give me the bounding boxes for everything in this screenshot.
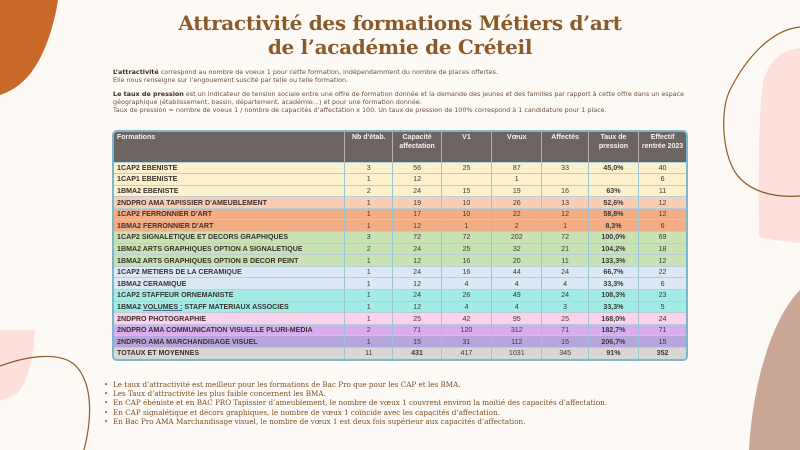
row-taux: 58,8% [588, 208, 638, 220]
row-v1: 4 [441, 278, 491, 290]
row-voeux: 2 [492, 220, 542, 232]
row-affectes: 16 [542, 185, 588, 197]
row-nb-etab: 1 [345, 255, 393, 267]
table-row [114, 232, 686, 244]
row-voeux: 87 [492, 162, 542, 174]
row-voeux: 44 [492, 266, 542, 278]
row-taux: 100,0% [588, 232, 638, 244]
row-taux: 8,3% [588, 220, 638, 232]
row-capacite: 12 [393, 174, 441, 186]
table-row [114, 197, 686, 209]
attractivite-term: L’attractivité [113, 68, 159, 76]
row-formation-name: 1CAP2 SIGNALETIQUE ET DECORS GRAPHIQUES [114, 232, 345, 244]
row-effectif: 71 [639, 324, 686, 336]
row-affectes: 25 [542, 313, 588, 325]
attractivite-text-line2: Elle nous renseigne sur l’engouement suscité par telle ou telle formation. [113, 76, 349, 85]
row-nb-etab: 1 [345, 313, 393, 325]
row-v1: 4 [441, 301, 491, 313]
row-voeux: 32 [492, 243, 542, 255]
total-capacite: 431 [393, 348, 441, 359]
table-row [114, 266, 686, 278]
row-effectif: 40 [639, 162, 686, 174]
row-capacite: 12 [393, 255, 441, 267]
pink-blob-top-right-shape [759, 48, 800, 243]
formations-table-container [112, 130, 688, 361]
row-effectif: 6 [639, 278, 686, 290]
row-taux: 104,2% [588, 243, 638, 255]
row-formation-name: 2NDPRO PHOTOGRAPHIE [114, 313, 345, 325]
attractivite-definition [113, 68, 713, 85]
row-formation-name: 1CAP2 FERRONNIER D'ART [114, 208, 345, 220]
row-effectif: 6 [639, 174, 686, 186]
row-voeux: 19 [492, 185, 542, 197]
row-voeux: 312 [492, 324, 542, 336]
row-v1: 15 [441, 185, 491, 197]
row-nb-etab: 1 [345, 301, 393, 313]
intro-text [113, 68, 713, 119]
table-row [114, 336, 686, 348]
name-part: 1BMA2 [117, 302, 144, 311]
row-affectes: 3 [542, 301, 588, 313]
total-label: TOTAUX ET MOYENNES [114, 348, 345, 359]
row-voeux: 26 [492, 197, 542, 209]
note-item: • En CAP signalétique et décors graphiques, le nombre de vœux 1 coïncide avec les capacités d’affectation. [103, 408, 743, 417]
row-capacite: 15 [393, 336, 441, 348]
table-row [114, 174, 686, 186]
table-body [114, 162, 686, 348]
row-capacite: 17 [393, 208, 441, 220]
row-taux: 45,0% [588, 162, 638, 174]
row-formation-name [114, 301, 345, 313]
row-voeux: 95 [492, 313, 542, 325]
row-capacite: 12 [393, 301, 441, 313]
row-formation-name: 1BMA2 ARTS GRAPHIQUES OPTION B DECOR PEINT [114, 255, 345, 267]
table-header-row [114, 132, 686, 162]
row-formation-name: 2NDPRO AMA TAPISSIER D'AMEUBLEMENT [114, 197, 345, 209]
pression-formula: Taux de pression = nombre de voeux 1 / nombre de capacités d’affectation x 100. Un taux de pression de 100% correspond à 1 candidature pour 1 place. [113, 106, 607, 115]
row-formation-name: 1CAP2 STAFFEUR ORNEMANISTE [114, 290, 345, 302]
row-v1: 26 [441, 290, 491, 302]
note-item: • En Bac Pro AMA Marchandisage visuel, le nombre de vœux 1 est deux fois supérieur aux capacités d’affectation. [103, 417, 743, 426]
row-affectes: 24 [542, 290, 588, 302]
row-affectes: 12 [542, 208, 588, 220]
row-nb-etab: 1 [345, 336, 393, 348]
title-line-2: de l’académie de Créteil [267, 35, 533, 59]
row-formation-name: 1BMA2 FERRONNIER D'ART [114, 220, 345, 232]
row-effectif: 23 [639, 290, 686, 302]
table-row [114, 313, 686, 325]
row-nb-etab: 2 [345, 324, 393, 336]
row-capacite: 56 [393, 162, 441, 174]
row-v1: 42 [441, 313, 491, 325]
row-affectes: 24 [542, 266, 588, 278]
row-v1: 10 [441, 208, 491, 220]
row-taux [588, 174, 638, 186]
row-taux: 182,7% [588, 324, 638, 336]
row-capacite: 24 [393, 290, 441, 302]
table-row [114, 185, 686, 197]
row-v1: 16 [441, 266, 491, 278]
table-row [114, 278, 686, 290]
row-effectif: 69 [639, 232, 686, 244]
row-effectif: 12 [639, 197, 686, 209]
header-v1: V1 [441, 132, 491, 162]
row-capacite: 12 [393, 220, 441, 232]
row-voeux: 22 [492, 208, 542, 220]
row-formation-name: 1BMA2 CERAMIQUE [114, 278, 345, 290]
row-formation-name: 1CAP1 EBENISTE [114, 174, 345, 186]
note-item: • Le taux d’attractivité est meilleur pour les formations de Bac Pro que pour les CAP et les BMA. [103, 380, 743, 389]
row-effectif: 6 [639, 220, 686, 232]
row-capacite: 71 [393, 324, 441, 336]
attractivite-text: correspond au nombre de voeux 1 pour cette formation, indépendamment du nombre de places offertes. [158, 68, 498, 76]
header-capacite: Capacité affectation [393, 132, 441, 162]
row-effectif: 11 [639, 185, 686, 197]
row-effectif: 22 [639, 266, 686, 278]
page-title [0, 11, 800, 59]
row-v1: 72 [441, 232, 491, 244]
table-row [114, 220, 686, 232]
row-voeux: 4 [492, 301, 542, 313]
row-affectes: 33 [542, 162, 588, 174]
table-row [114, 324, 686, 336]
row-taux: 52,6% [588, 197, 638, 209]
row-capacite: 72 [393, 232, 441, 244]
row-voeux: 20 [492, 255, 542, 267]
row-nb-etab: 1 [345, 208, 393, 220]
row-taux: 66,7% [588, 266, 638, 278]
row-nb-etab: 1 [345, 197, 393, 209]
row-affectes: 21 [542, 243, 588, 255]
header-voeux: Vœux [492, 132, 542, 162]
row-formation-name: 2NDPRO AMA MARCHANDISAGE VISUEL [114, 336, 345, 348]
row-v1: 10 [441, 197, 491, 209]
note-item: • En CAP ébéniste et en BAC PRO Tapissier d’ameublement, le nombre de vœux 1 couvrent environ la moitié des capacités d’affectation. [103, 398, 743, 407]
row-affectes: 4 [542, 278, 588, 290]
total-affectes: 345 [542, 348, 588, 359]
total-etab: 11 [345, 348, 393, 359]
row-nb-etab: 2 [345, 185, 393, 197]
header-nb-etab: Nb d'étab. [345, 132, 393, 162]
header-formations: Formations [114, 132, 345, 162]
pression-definition [113, 90, 713, 115]
row-nb-etab: 3 [345, 232, 393, 244]
row-taux: 33,3% [588, 301, 638, 313]
row-affectes: 72 [542, 232, 588, 244]
table-row [114, 243, 686, 255]
formations-table [114, 132, 686, 359]
row-v1: 1 [441, 220, 491, 232]
row-taux: 206,7% [588, 336, 638, 348]
pression-term: Le taux de pression [113, 89, 184, 98]
row-affectes: 15 [542, 336, 588, 348]
row-nb-etab: 1 [345, 290, 393, 302]
header-effectif: Effectif rentrée 2023 [639, 132, 686, 162]
total-taux: 91% [588, 348, 638, 359]
row-voeux: 4 [492, 278, 542, 290]
notes-list [103, 380, 743, 426]
row-v1 [441, 174, 491, 186]
row-capacite: 19 [393, 197, 441, 209]
total-effectif: 352 [639, 348, 686, 359]
row-nb-etab: 2 [345, 243, 393, 255]
row-effectif: 5 [639, 301, 686, 313]
row-effectif: 18 [639, 243, 686, 255]
row-nb-etab: 1 [345, 266, 393, 278]
row-voeux: 202 [492, 232, 542, 244]
header-affectes: Affectés [542, 132, 588, 162]
row-affectes: 11 [542, 255, 588, 267]
row-affectes: 71 [542, 324, 588, 336]
row-v1: 120 [441, 324, 491, 336]
row-formation-name: 1BMA2 EBENISTE [114, 185, 345, 197]
table-row [114, 208, 686, 220]
row-voeux: 1 [492, 174, 542, 186]
row-formation-name: 1CAP2 METIERS DE LA CERAMIQUE [114, 266, 345, 278]
table-row [114, 290, 686, 302]
row-affectes [542, 174, 588, 186]
table-row [114, 162, 686, 174]
pression-text: est un indicateur de tension sociale entre une offre de formation donnée et la demande des jeunes et des familles par rapport à cette offre dans un espace géographique (établissement, bassin, département, académie...) et pour une formation donnée. [113, 89, 685, 106]
table-row [114, 301, 686, 313]
total-v1: 417 [441, 348, 491, 359]
row-capacite: 24 [393, 243, 441, 255]
row-effectif: 12 [639, 255, 686, 267]
row-voeux: 112 [492, 336, 542, 348]
title-line-1: Attractivité des formations Métiers d’art [178, 11, 622, 35]
row-effectif: 15 [639, 336, 686, 348]
row-taux: 108,3% [588, 290, 638, 302]
row-nb-etab: 1 [345, 220, 393, 232]
table-row [114, 255, 686, 267]
row-voeux: 49 [492, 290, 542, 302]
row-v1: 25 [441, 162, 491, 174]
row-v1: 16 [441, 255, 491, 267]
row-effectif: 12 [639, 208, 686, 220]
row-nb-etab: 1 [345, 278, 393, 290]
row-affectes: 13 [542, 197, 588, 209]
outline-curve-bottom-left-shape [0, 356, 90, 450]
row-capacite: 24 [393, 185, 441, 197]
row-capacite: 25 [393, 313, 441, 325]
row-nb-etab: 3 [345, 162, 393, 174]
row-v1: 25 [441, 243, 491, 255]
name-underlined-part: VOLUMES : [143, 302, 183, 311]
row-capacite: 12 [393, 278, 441, 290]
row-taux: 168,0% [588, 313, 638, 325]
header-taux-pression: Taux de pression [588, 132, 638, 162]
row-v1: 31 [441, 336, 491, 348]
total-voeux: 1031 [492, 348, 542, 359]
row-effectif: 24 [639, 313, 686, 325]
pink-blob-bottom-left-shape [0, 330, 35, 400]
row-formation-name: 1CAP2 EBENISTE [114, 162, 345, 174]
row-capacite: 24 [393, 266, 441, 278]
row-taux: 33,3% [588, 278, 638, 290]
table-total-row [114, 348, 686, 359]
name-part: STAFF MATERIAUX ASSOCIES [182, 302, 289, 311]
note-item: • Les Taux d’attractivité les plus faible concernent les BMA. [103, 389, 743, 398]
row-formation-name: 2NDPRO AMA COMMUNICATION VISUELLE PLURI-MEDIA [114, 324, 345, 336]
row-affectes: 1 [542, 220, 588, 232]
row-nb-etab: 1 [345, 174, 393, 186]
taupe-blob-bottom-right-shape [749, 290, 800, 450]
row-formation-name: 1BMA2 ARTS GRAPHIQUES OPTION A SIGNALETIQUE [114, 243, 345, 255]
row-taux: 133,3% [588, 255, 638, 267]
row-taux: 63% [588, 185, 638, 197]
